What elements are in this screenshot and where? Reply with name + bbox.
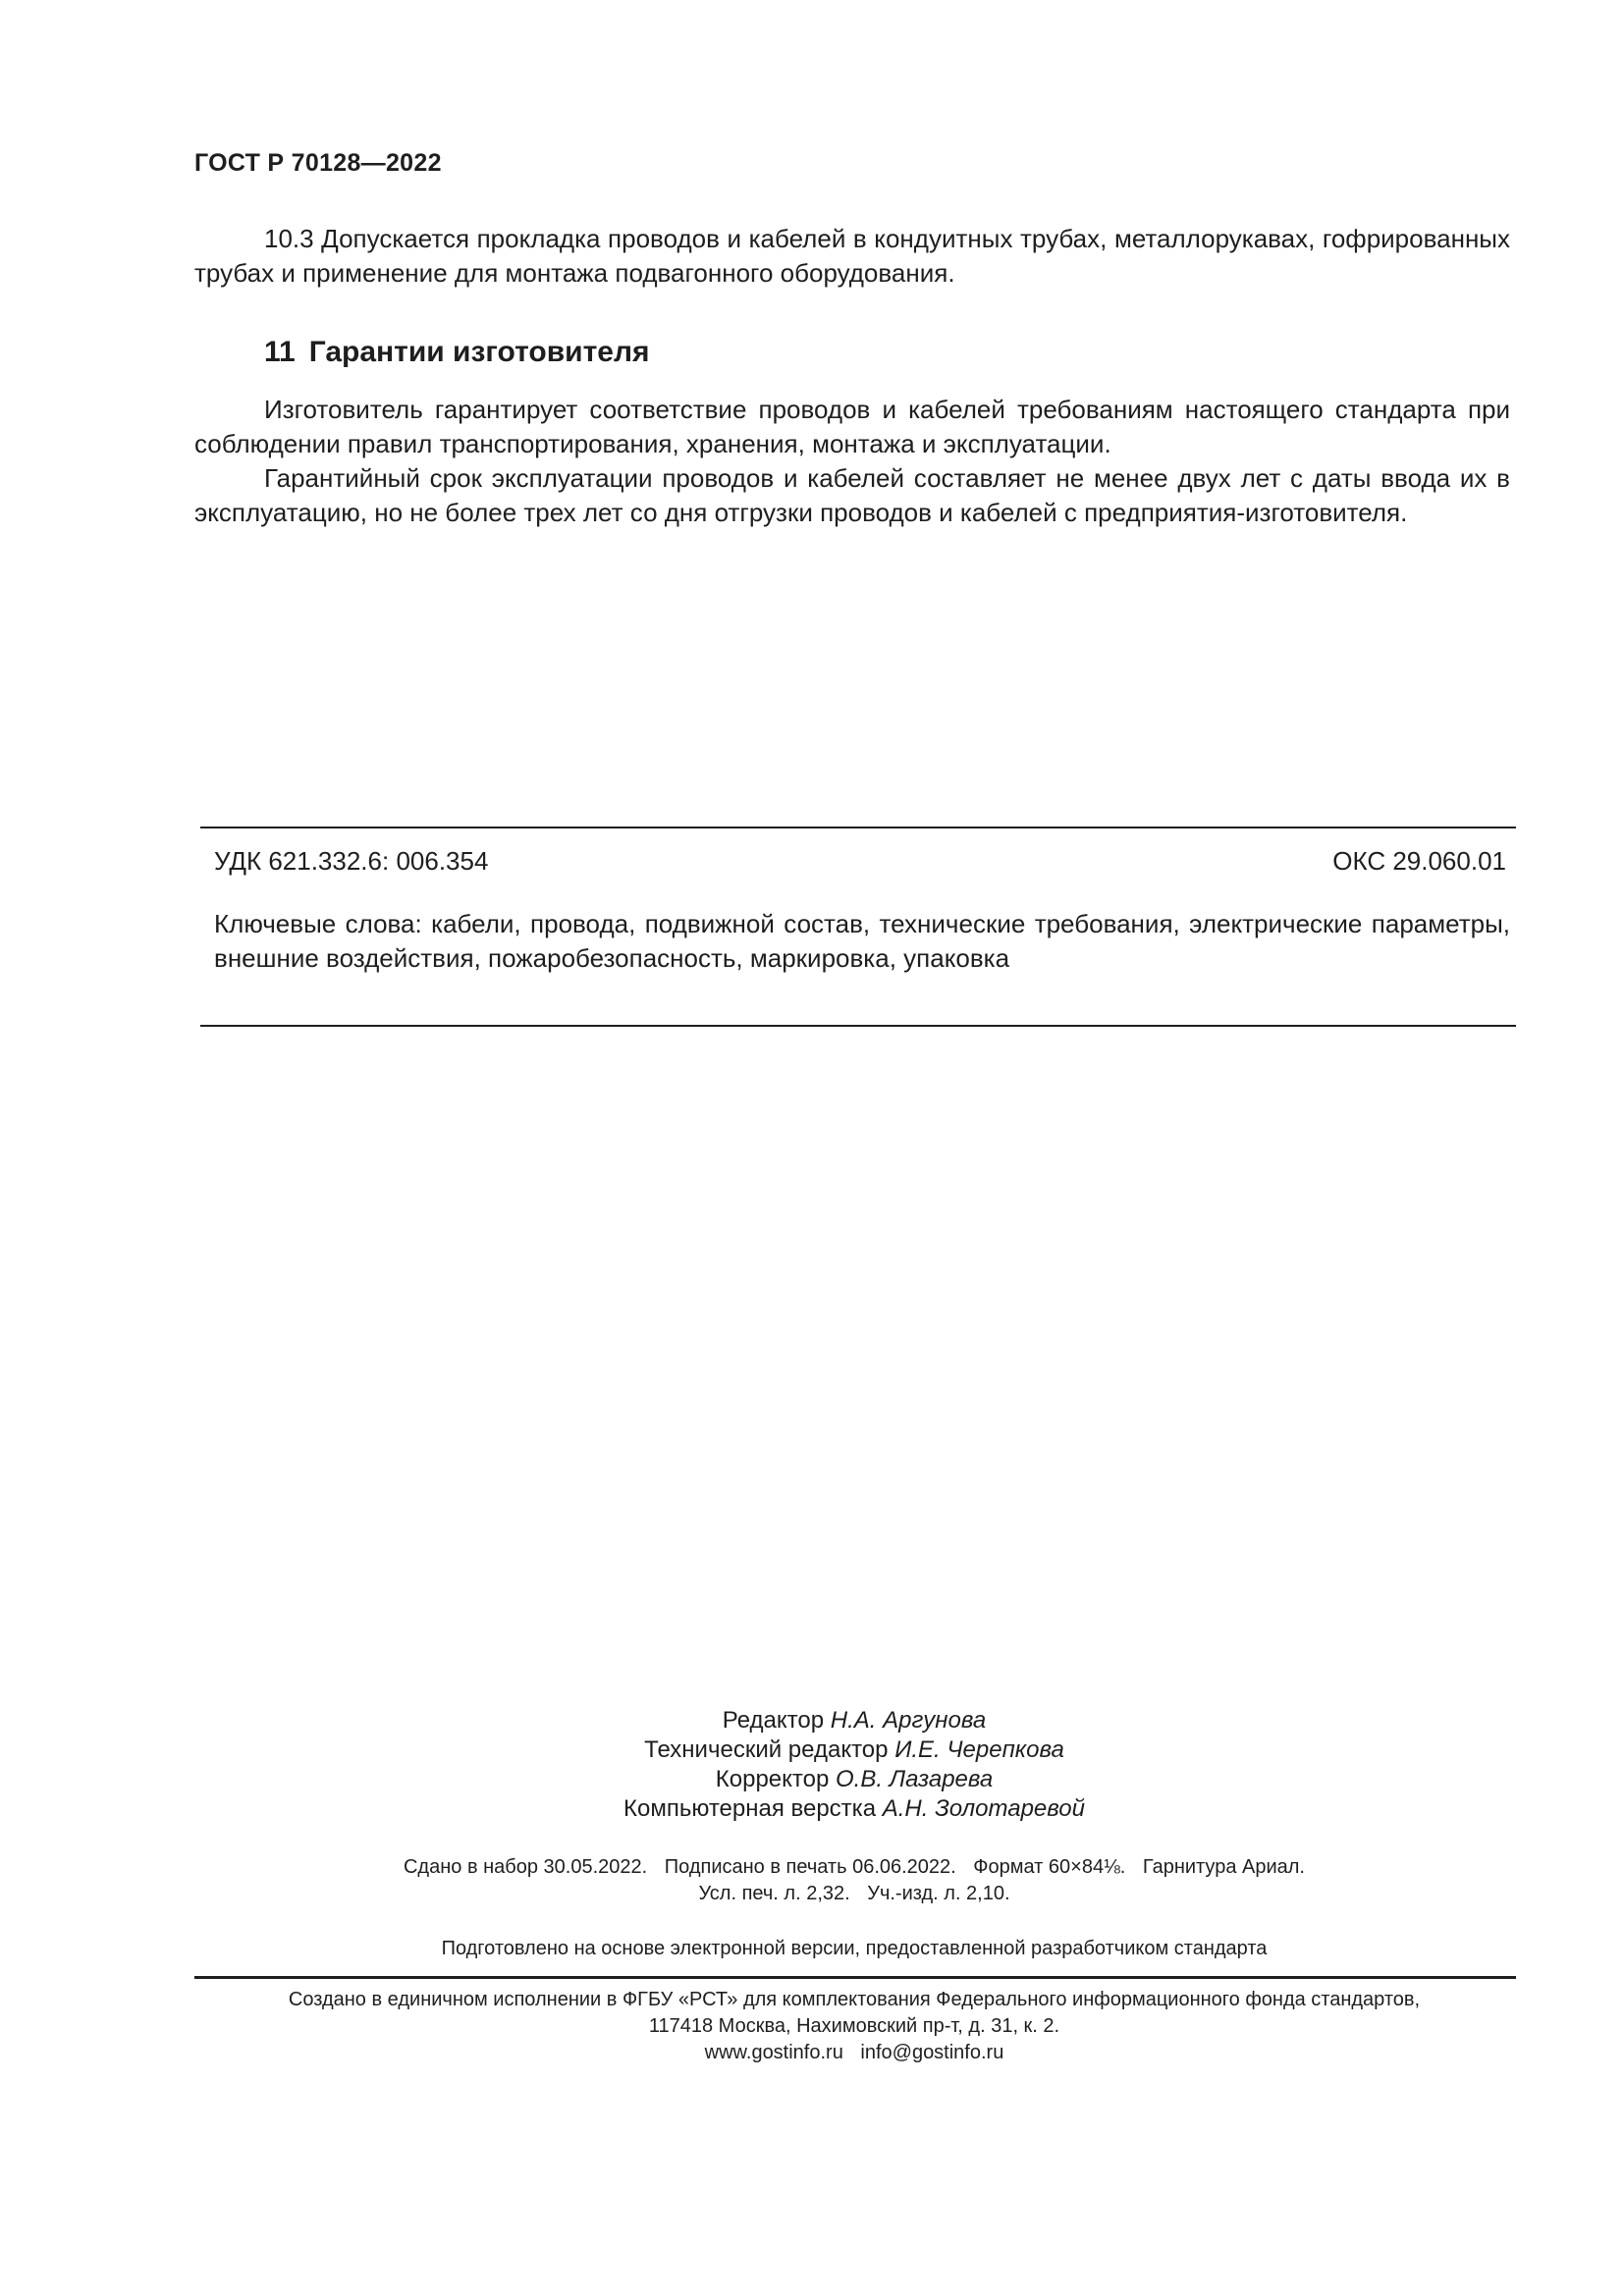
credit-role: Корректор [715, 1766, 830, 1792]
credit-name: Н.А. Аргунова [830, 1707, 987, 1734]
credit-technical-editor [0, 1735, 1624, 1765]
publisher-footer [0, 1987, 1624, 2066]
classification-top-rule [200, 827, 1516, 828]
footer-contacts [0, 2040, 1624, 2066]
prepared-note: Подготовлено на основе электронной версии, предоставленной разработчиком стандарта [441, 1938, 1268, 1959]
imprint-signed-date: Подписано в печать 06.06.2022. [664, 1856, 956, 1878]
credit-editor [0, 1706, 1624, 1735]
footer-rule [194, 1976, 1516, 1979]
credit-name: И.Е. Черепкова [894, 1736, 1064, 1763]
clause-10-3 [194, 222, 1510, 291]
credit-role: Технический редактор [644, 1736, 889, 1763]
section-11-heading [264, 336, 650, 369]
credit-name: А.Н. Золотаревой [882, 1795, 1085, 1822]
website-link[interactable]: www.gostinfo.ru [704, 2042, 843, 2063]
keywords: Ключевые слова: кабели, провода, подвижной состав, технические требования, электрические параметры, внешние воздействия, пожаробезопасность, маркировка, упаковка [214, 909, 1510, 973]
credits-block [0, 1706, 1624, 1824]
classification-bottom-rule [200, 1025, 1516, 1027]
footer-line-1: Создано в единичном исполнении в ФГБУ «РСТ» для комплектования Федерального информационного фонда стандартов, [288, 1989, 1421, 2010]
section-11-body [194, 393, 1510, 530]
credit-layout [0, 1794, 1624, 1824]
imprint-print-sheets: Усл. печ. л. 2,32. [698, 1883, 850, 1904]
imprint-details [0, 1854, 1624, 1907]
email-link[interactable]: info@gostinfo.ru [860, 2042, 1004, 2063]
imprint-line-1 [0, 1854, 1624, 1881]
classification-codes [214, 846, 1506, 877]
imprint-format: Формат 60×84⅛. [973, 1856, 1126, 1878]
imprint-publish-sheets: Уч.-изд. л. 2,10. [867, 1883, 1010, 1904]
credit-corrector [0, 1765, 1624, 1794]
udk-code: УДК 621.332.6: 006.354 [214, 846, 489, 876]
footer-line-2: 117418 Москва, Нахимовский пр-т, д. 31, к. 2. [648, 2015, 1060, 2037]
standard-code-header: ГОСТ Р 70128—2022 [194, 149, 442, 177]
credit-role: Редактор [722, 1707, 825, 1734]
warranty-paragraph-2: Гарантийный срок эксплуатации проводов и кабелей составляет не менее двух лет с даты ввода их в эксплуатацию, но не более трех лет со дня отгрузки проводов и кабелей с предприятия-изготовителя. [194, 463, 1510, 527]
imprint-line-2 [0, 1881, 1624, 1907]
warranty-paragraph-1: Изготовитель гарантирует соответствие проводов и кабелей требованиям настоящего стандарта при соблюдении правил транспортирования, хранения, монтажа и эксплуатации. [194, 395, 1510, 458]
section-11-title: Гарантии изготовителя [308, 336, 650, 368]
credit-role: Компьютерная верстка [623, 1795, 877, 1822]
imprint-typeface: Гарнитура Ариал. [1142, 1856, 1305, 1878]
oks-code: ОКС 29.060.01 [1332, 846, 1506, 876]
clause-10-3-text: 10.3 Допускается прокладка проводов и кабелей в кондуитных трубах, металлорукавах, гофрированных трубах и применение для монтажа подвагонного оборудования. [194, 224, 1510, 288]
section-11-number: 11 [264, 336, 296, 368]
imprint-typeset-date: Сдано в набор 30.05.2022. [403, 1856, 648, 1878]
credit-name: О.В. Лазарева [836, 1766, 994, 1792]
